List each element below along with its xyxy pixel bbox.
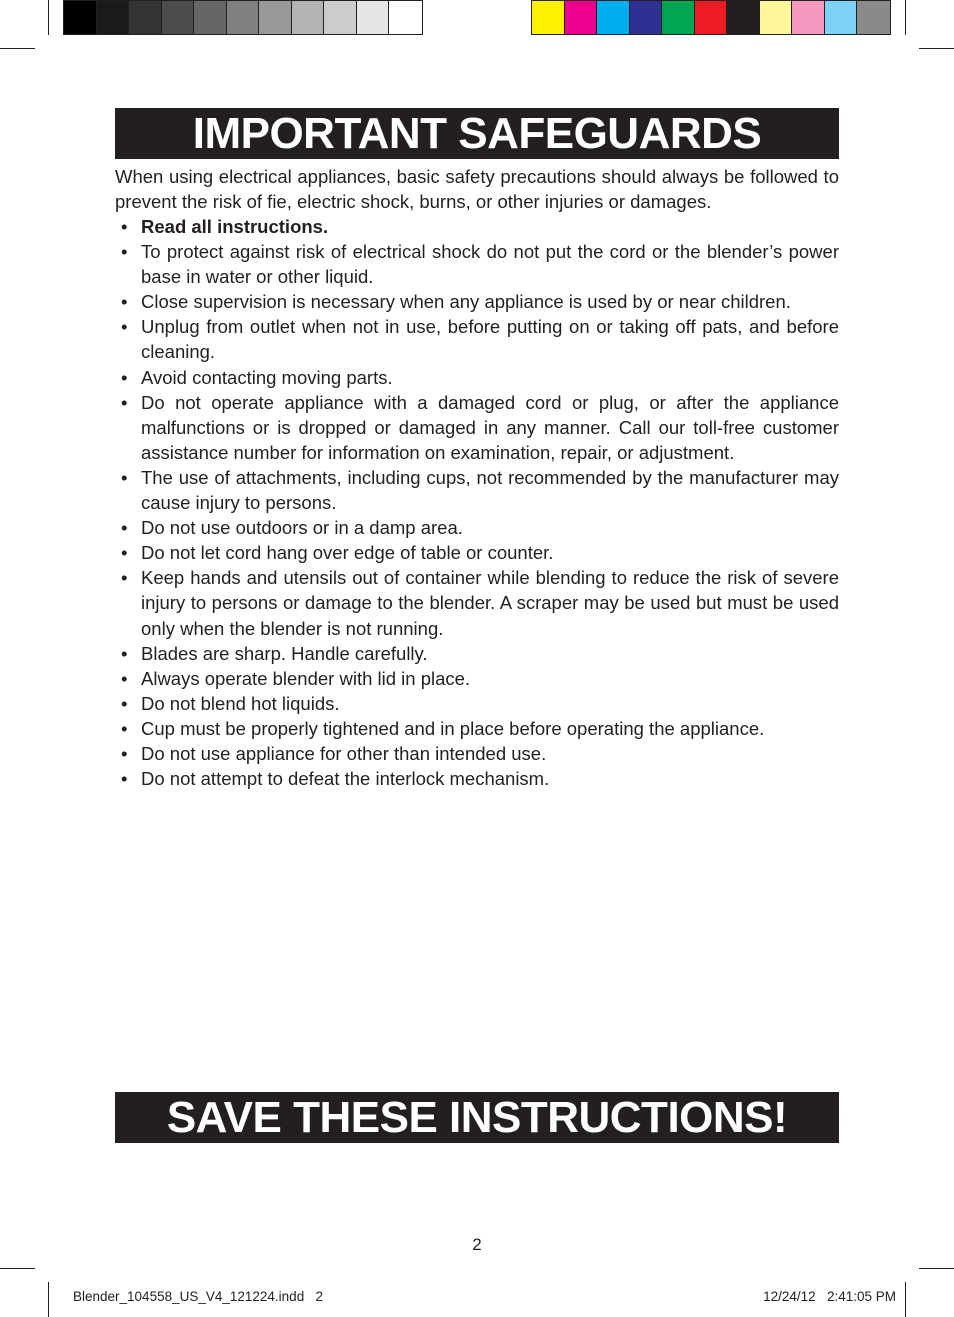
color-swatch xyxy=(97,1,130,34)
color-swatch xyxy=(695,1,728,34)
bullet-marker: • xyxy=(121,717,128,739)
safeguard-text: Do not let cord hang over edge of table or counter. xyxy=(141,542,554,564)
bullet-marker: • xyxy=(121,567,128,589)
safeguard-item xyxy=(115,465,839,515)
slug-file-info: Blender_104558_US_V4_121224.indd 2 xyxy=(73,1289,323,1304)
color-swatch xyxy=(565,1,598,34)
save-instructions-banner: SAVE THESE INSTRUCTIONS! xyxy=(115,1092,839,1143)
bullet-marker: • xyxy=(121,667,128,689)
safeguard-item xyxy=(115,540,839,565)
page-number: 2 xyxy=(472,1235,482,1254)
safeguard-text: Always operate blender with lid in place. xyxy=(141,667,471,689)
safeguard-item xyxy=(115,691,839,716)
safeguard-item xyxy=(115,565,839,640)
color-swatch xyxy=(630,1,663,34)
safeguard-item xyxy=(115,716,839,741)
color-swatch xyxy=(162,1,195,34)
color-swatch xyxy=(357,1,390,34)
bullet-marker: • xyxy=(121,216,128,237)
color-swatch xyxy=(597,1,630,34)
color-swatch xyxy=(532,1,565,34)
safeguard-item xyxy=(115,390,839,465)
color-swatch xyxy=(324,1,357,34)
color-swatch xyxy=(194,1,227,34)
crop-mark xyxy=(919,48,954,49)
safeguard-item xyxy=(115,515,839,540)
safeguard-text: Close supervision is necessary when any appliance is used by or near children. xyxy=(141,291,791,313)
safeguard-text: The use of attachments, including cups, not recommended by the manufacturer may cause injury to persons. xyxy=(141,466,839,514)
color-swatch xyxy=(292,1,325,34)
color-swatch xyxy=(727,1,760,34)
bullet-marker: • xyxy=(121,241,128,263)
page-title: IMPORTANT SAFEGUARDS xyxy=(115,108,839,159)
safeguard-text: Do not blend hot liquids. xyxy=(141,692,340,714)
color-swatch xyxy=(662,1,695,34)
color-swatch xyxy=(227,1,260,34)
color-swatch xyxy=(389,1,422,34)
bullet-marker: • xyxy=(121,542,128,564)
color-swatch xyxy=(760,1,793,34)
bullet-marker: • xyxy=(121,466,128,488)
bullet-marker: • xyxy=(121,366,128,388)
safeguard-item xyxy=(115,289,839,314)
crop-mark xyxy=(48,1282,49,1317)
safeguard-item xyxy=(115,239,839,289)
safeguard-text: Do not use appliance for other than intended use. xyxy=(141,742,547,764)
safeguard-text: Do not attempt to defeat the interlock mechanism. xyxy=(141,768,550,790)
safeguard-item xyxy=(115,641,839,666)
safeguard-item xyxy=(115,214,839,239)
color-swatch xyxy=(825,1,858,34)
bullet-marker: • xyxy=(121,517,128,539)
bullet-marker: • xyxy=(121,642,128,664)
safeguards-list xyxy=(115,214,839,791)
color-swatch xyxy=(259,1,292,34)
crop-mark xyxy=(0,1268,35,1269)
crop-mark xyxy=(905,0,906,35)
safeguard-item xyxy=(115,314,839,364)
bullet-marker: • xyxy=(121,316,128,338)
safeguard-text: To protect against risk of electrical shock do not put the cord or the blender’s power base in water or other liquid. xyxy=(141,241,839,288)
safeguard-text: Blades are sharp. Handle carefully. xyxy=(141,642,428,664)
slug-timestamp: 12/24/12 2:41:05 PM xyxy=(763,1289,896,1304)
bullet-marker: • xyxy=(121,692,128,714)
grayscale-color-bar xyxy=(63,0,423,35)
safeguard-item xyxy=(115,365,839,390)
safeguard-text: Do not operate appliance with a damaged cord or plug, or after the appliance malfunctions or is dropped or damaged in any manner. Call our toll-free customer assistance number for information on examination, repair, or adjustment. xyxy=(141,391,839,463)
crop-mark xyxy=(0,48,35,49)
bullet-marker: • xyxy=(121,291,128,313)
safeguard-item xyxy=(115,766,839,791)
color-swatch xyxy=(792,1,825,34)
bullet-marker: • xyxy=(121,391,128,413)
bullet-marker: • xyxy=(121,768,128,790)
color-swatch xyxy=(64,1,97,34)
safeguard-text: Unplug from outlet when not in use, before putting on or taking off pats, and before cleaning. xyxy=(141,316,839,363)
process-color-bar xyxy=(531,0,891,35)
safeguard-text: Do not use outdoors or in a damp area. xyxy=(141,517,463,539)
crop-mark xyxy=(919,1268,954,1269)
intro-paragraph: When using electrical appliances, basic safety precautions should always be followed to prevent the risk of fie, electric shock, burns, or other injuries or damages. xyxy=(115,166,839,213)
safeguard-text: Cup must be properly tightened and in place before operating the appliance. xyxy=(141,717,765,739)
bullet-marker: • xyxy=(121,742,128,764)
color-swatch xyxy=(857,1,890,34)
safeguard-text: Read all instructions. xyxy=(141,216,329,237)
crop-mark xyxy=(905,1282,906,1317)
crop-mark xyxy=(48,0,49,35)
color-swatch xyxy=(129,1,162,34)
safeguard-item xyxy=(115,741,839,766)
safeguard-text: Keep hands and utensils out of container while blending to reduce the risk of severe injury to persons or damage to the blender. A scraper may be used but must be used only when the blender is not running. xyxy=(141,567,839,639)
safeguard-text: Avoid contacting moving parts. xyxy=(141,366,393,388)
safeguard-item xyxy=(115,666,839,691)
